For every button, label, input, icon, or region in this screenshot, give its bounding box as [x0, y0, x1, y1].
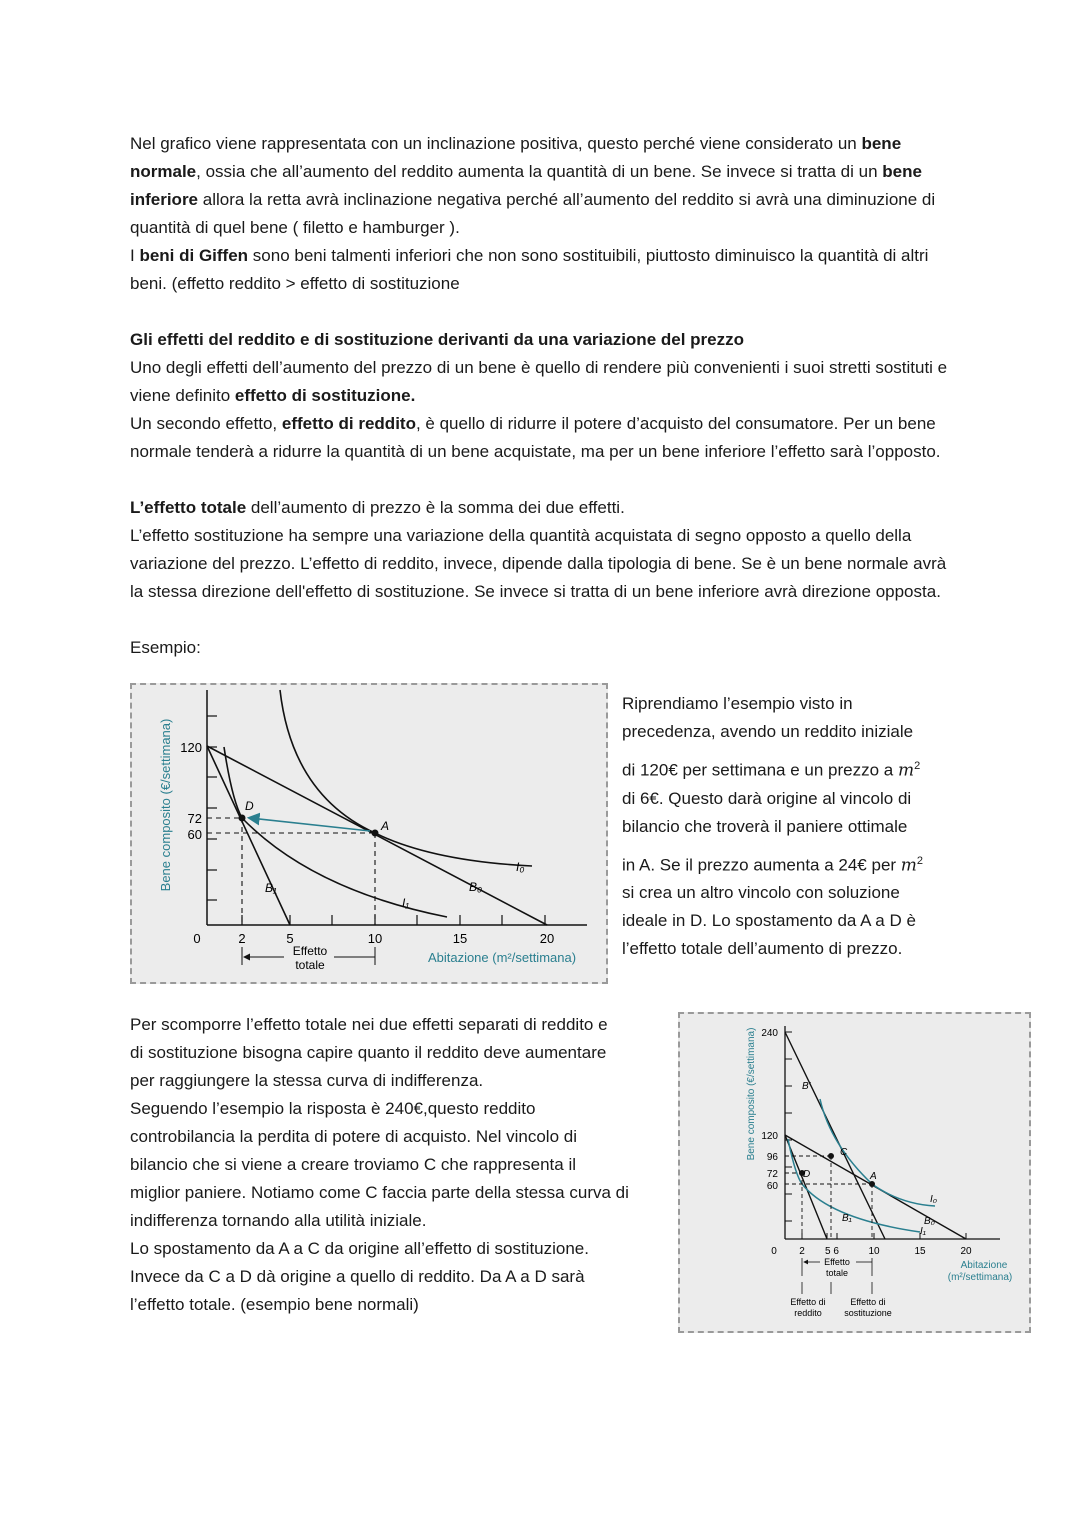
paragraph-effect-directions: L’effetto sostituzione ha sempre una variazione della quantità acquistata di segno opposto a quello della variazione del prezzo. L’effetto di reddito, invece, dipende dalla tipologia di bene. Se è un bene normale avrà la stessa direzione dell'effetto di sostituzione. Se invece si tratta di un bene inferiore avrà direzione opposta.: [130, 526, 947, 601]
total-effect-label-1: Effetto: [824, 1257, 850, 1267]
x-tick-5: 5: [286, 931, 294, 946]
text-line: Per scomporre l’effetto totale nei due effetti separati di reddito e: [130, 1015, 608, 1034]
x-tick-5-6: 5 6: [825, 1246, 839, 1257]
point-c: [828, 1153, 834, 1159]
section-heading: [130, 326, 950, 354]
text: Uno degli effetti dell’aumento del prezzo di un bene è quello di rendere più convenienti i suoi stretti sostituti e viene definito: [130, 358, 948, 405]
x-axis-label-2: (m²/settimana): [947, 1272, 1013, 1283]
y-tick-marks: [785, 1032, 792, 1221]
indifference-curve-i1: [788, 1139, 920, 1232]
y-tick-240: 240: [761, 1028, 778, 1039]
budget-line-b1: [785, 1135, 827, 1239]
text-line: [622, 847, 923, 880]
budget-line-b-prime: [785, 1032, 885, 1239]
text-line: di sostituzione bisogna capire quanto il reddito deve aumentare: [130, 1043, 607, 1062]
label-b-prime: B′: [802, 1081, 811, 1092]
paragraph-giffen-goods: [130, 242, 950, 298]
label-d: D: [803, 1169, 811, 1180]
text-line: [622, 752, 923, 785]
x-tick-2: 2: [799, 1246, 805, 1257]
x-tick-0: 0: [771, 1246, 777, 1257]
text-line: miglior paniere. Notiamo come C faccia parte della stessa curva di: [130, 1183, 629, 1202]
indifference-curve-i0: [280, 690, 532, 866]
income-effect-label-2: reddito: [794, 1308, 822, 1318]
x-axis-label-1: Abitazione: [960, 1260, 1008, 1271]
y-axis-label: Bene composito (€/settimana): [746, 1027, 757, 1161]
total-effect-label-2: totale: [825, 1268, 849, 1278]
text-line: l’effetto totale dell’aumento di prezzo.: [622, 939, 903, 959]
unit-exponent: 2: [914, 760, 921, 772]
text-line: bilancio che si viene a creare troviamo C che rappresenta il: [130, 1155, 577, 1174]
y-tick-96: 96: [766, 1152, 778, 1163]
y-tick-marks: [207, 716, 217, 900]
figure-total-effect: [130, 683, 608, 984]
x-tick-2: 2: [238, 931, 246, 946]
figure2-explanation: [130, 1011, 629, 1319]
paragraph-total-effect: [130, 494, 950, 522]
text: in A. Se il prezzo aumenta a 24€ per: [622, 855, 901, 875]
point-d: [239, 815, 246, 822]
text-line: l’effetto totale. (esempio bene normali): [130, 1295, 419, 1314]
bold-term: beni di Giffen: [139, 246, 249, 265]
income-effect-label-1: Effetto di: [790, 1297, 826, 1307]
budget-line-b1: [207, 746, 290, 925]
figure-total-effect-graph: [132, 685, 606, 982]
text: Un secondo effetto,: [130, 414, 282, 433]
x-tick-10: 10: [868, 1246, 880, 1257]
indifference-curve-i0: [820, 1099, 935, 1206]
label-d: D: [245, 799, 254, 813]
bold-term: bene inferiore: [130, 162, 922, 209]
text: sono beni talmenti inferiori che non sono sostituibili, piuttosto diminuisco la quantità di altri beni. (effetto reddito > effetto di sostituzione: [130, 246, 929, 293]
figure-income-substitution-graph: [680, 1014, 1029, 1331]
text: I: [130, 246, 140, 265]
dashed-guides: [207, 818, 375, 925]
y-tick-120: 120: [180, 740, 202, 755]
text-line: Lo spostamento da A a C da origine all’effetto di sostituzione.: [130, 1239, 589, 1258]
text-line: per raggiungere la stessa curva di indifferenza.: [130, 1071, 484, 1090]
effect-label-2: totale: [295, 958, 325, 972]
label-i0: I₀: [516, 860, 525, 874]
label-b0: B₀: [469, 880, 483, 894]
text-line: bilancio che troverà il paniere ottimale: [622, 816, 908, 836]
figure1-explanation: [622, 690, 923, 963]
paragraph-substitution-effect: [130, 354, 950, 410]
label-b0: B₀: [924, 1216, 935, 1227]
unit-m: m: [900, 855, 917, 876]
y-tick-60: 60: [187, 827, 202, 842]
y-tick-72: 72: [766, 1169, 778, 1180]
subst-effect-label-1: Effetto di: [850, 1297, 886, 1307]
label-b1: B₁: [842, 1213, 852, 1224]
label-i1: I₁: [920, 1226, 926, 1237]
subst-effect-label-2: sostituzione: [844, 1308, 892, 1318]
text-line: controbilancia la perdita di potere di acquisto. Nel vincolo di: [130, 1127, 577, 1146]
bold-term: bene normale: [130, 134, 902, 181]
text: di 120€ per settimana e un prezzo a: [622, 760, 898, 780]
point-a: [372, 830, 379, 837]
text-line: indifferenza tornando alla utilità iniziale.: [130, 1211, 427, 1230]
text: dell’aumento di prezzo è la somma dei due effetti.: [246, 498, 625, 517]
text-line: Riprendiamo l’esempio visto in: [622, 694, 853, 713]
text: , è quello di ridurre il potere d’acquisto del consumatore. Per un bene normale tenderà a ridurre la quantità di un bene acquistate, ma per un bene inferiore l’effetto sarà l’opposto.: [130, 414, 941, 461]
label-i1: I₁: [402, 896, 410, 910]
text-line: precedenza, avendo un reddito iniziale: [622, 722, 914, 741]
x-tick-10: 10: [367, 931, 383, 946]
bold-term: effetto di sostituzione.: [234, 386, 416, 405]
text-line: Invece da C a D dà origine a quello di reddito. Da A a D sarà: [130, 1267, 585, 1286]
paragraph-example-label: Esempio:: [130, 638, 201, 657]
heading-text: Gli effetti del reddito e di sostituzione derivanti da una variazione del prezzo: [130, 330, 744, 349]
label-a: A: [381, 819, 390, 833]
figure-income-substitution: [678, 1012, 1031, 1333]
label-b1: B₁: [265, 881, 277, 895]
y-tick-120: 120: [761, 1131, 778, 1142]
bold-term: effetto di reddito: [281, 414, 416, 433]
x-tick-0: 0: [193, 931, 201, 946]
paragraph-income-effect: [130, 410, 950, 466]
effect-label-1: Effetto: [292, 944, 328, 958]
x-axis-label: Abitazione (m²/settimana): [427, 950, 577, 965]
text: allora la retta avrà inclinazione negativa perché all’aumento del reddito si avrà una diminuzione di quantità di quel bene ( filetto e hamburger ).: [130, 190, 936, 237]
bold-term: L’effetto totale: [130, 498, 247, 517]
text-line: si crea un altro vincolo con soluzione: [622, 883, 900, 903]
unit-exponent: 2: [916, 854, 924, 867]
text-line: ideale in D. Lo spostamento da A a D è: [622, 911, 916, 931]
x-tick-15: 15: [914, 1246, 926, 1257]
text-line: di 6€. Questo darà origine al vincolo di: [622, 788, 912, 808]
y-tick-72: 72: [187, 811, 202, 826]
text: Nel grafico viene rappresentata con un inclinazione positiva, questo perché viene considerato un: [130, 134, 862, 153]
unit-m: m: [897, 760, 915, 781]
y-axis-label: Bene composito (€/settimana): [158, 718, 173, 892]
x-tick-20: 20: [539, 931, 555, 946]
label-i0: I₀: [930, 1194, 937, 1205]
label-c: C: [840, 1147, 848, 1158]
label-a: A: [870, 1171, 877, 1182]
y-tick-60: 60: [766, 1181, 778, 1192]
x-tick-20: 20: [960, 1246, 972, 1257]
x-tick-15: 15: [452, 931, 468, 946]
paragraph-normal-inferior-goods: [130, 130, 950, 242]
text-line: Seguendo l’esempio la risposta è 240€,questo reddito: [130, 1099, 536, 1118]
text: , ossia che all’aumento del reddito aumenta la quantità di un bene. Se invece si tratta di un: [196, 162, 883, 181]
